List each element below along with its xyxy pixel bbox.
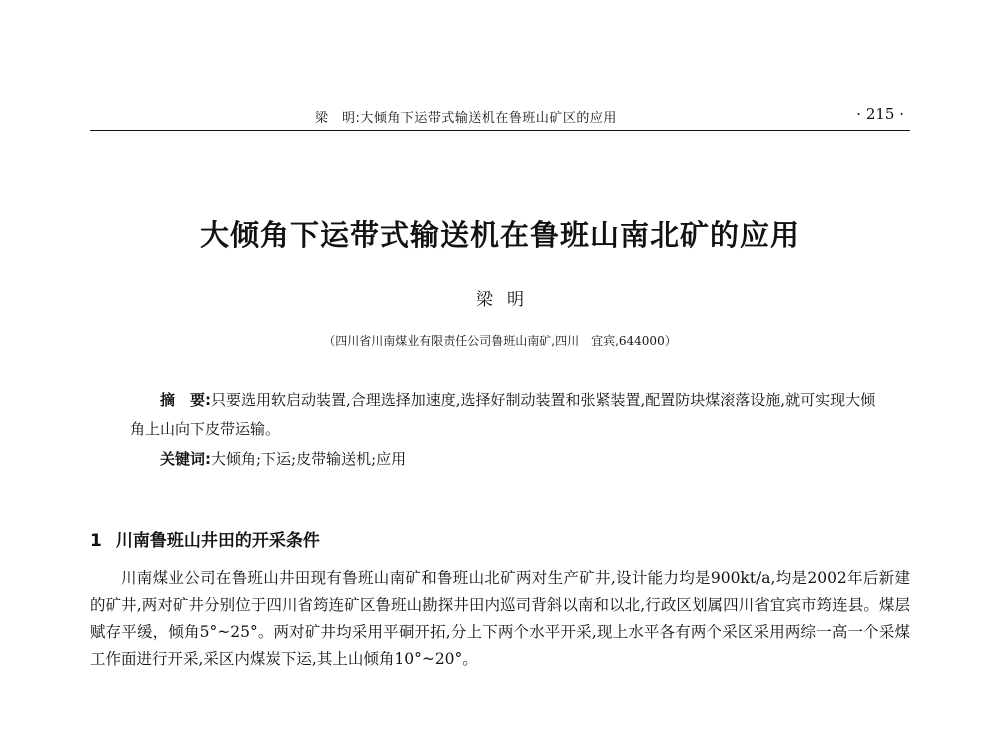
abstract-text: 只要选用软启动装置,合理选择加速度,选择好制动装置和张紧装置,配置防块煤滚落设施,就可实现大倾角上山向下皮带运输。 [130,391,876,438]
author-affiliation: （四川省川南煤业有限责任公司鲁班山南矿,四川 宜宾,644000） [323,334,677,348]
section-heading [90,526,910,551]
running-head-text: 梁 明:大倾角下运带式输送机在鲁班山矿区的应用 [315,111,617,126]
section-number: 1 [90,531,102,551]
keywords [160,448,900,469]
section-title: 川南鲁班山井田的开采条件 [115,531,320,551]
body-paragraph: 川南煤业公司在鲁班山井田现有鲁班山南矿和鲁班山北矿两对生产矿井,设计能力均是900kt/a,均是2002年后新建的矿井,两对矿井分别位于四川省筠连矿区鲁班山勘探井田内巡司背斜以南和以北,行政区划属四川省宜宾市筠连县。煤层赋存平缓，倾角5°~25°。两对矿井均采用平硐开拓,分上下两个水平开采,现上水平各有两个采区采用两综一高一个采煤工作面进行开采,采区内煤炭下运,其上山倾角10°~20°。 [90,569,910,668]
header-rule [90,130,910,131]
page-number: · 215 · [856,105,904,123]
keywords-text: 大倾角;下运;皮带输送机;应用 [211,450,407,468]
keywords-label: 关键词: [160,450,211,468]
running-head [90,103,910,127]
abstract-label: 摘 要: [160,391,211,409]
author-name: 梁明 [476,290,538,310]
abstract [130,386,890,444]
body-text [90,565,910,673]
paper-title: 大倾角下运带式输送机在鲁班山南北矿的应用 [199,218,800,252]
